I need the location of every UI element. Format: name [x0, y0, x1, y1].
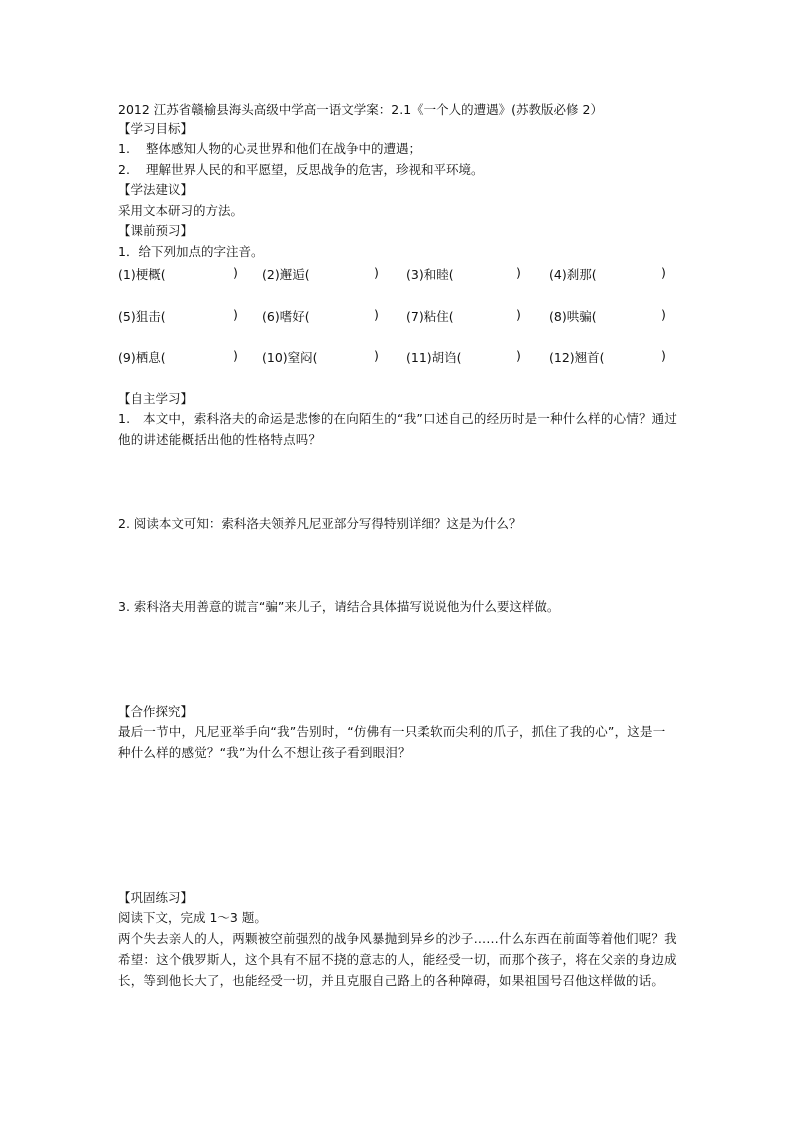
- self-study-heading: 【自主学习】: [118, 391, 194, 406]
- pinyin-item: (10)窒闷( ): [262, 348, 379, 365]
- pinyin-item: (3)和睦( ): [406, 265, 521, 282]
- goal-item: [118, 140, 421, 157]
- practice-instruction: 阅读下文，完成 1～3 题。: [118, 910, 267, 925]
- pinyin-item: (5)狙击( ): [118, 307, 238, 324]
- pinyin-row: [118, 348, 678, 366]
- pinyin-item: (9)栖息( ): [118, 348, 238, 365]
- pinyin-row: [118, 265, 678, 283]
- goals-heading: 【学习目标】: [118, 121, 194, 136]
- preview-instruction: 1．给下列加点的字注音。: [118, 244, 264, 259]
- pinyin-item: (12)翘首( ): [549, 348, 666, 365]
- pinyin-item: (11)胡诌( ): [406, 348, 521, 365]
- practice-passage: 两个失去亲人的人，两颗被空前强烈的战争风暴抛到异乡的沙子……什么东西在前面等着他们呢？我希望：这个俄罗斯人，这个具有不屈不挠的意志的人，能经受一切，而那个孩子，将在父亲的身边成长，等到他长大了，也能经受一切，并且克服自己路上的各种障碍，如果祖国号召他这样做的话。: [118, 931, 677, 988]
- pinyin-item: (4)刹那( ): [549, 265, 666, 282]
- pinyin-row: [118, 307, 678, 325]
- self-study-question-3: 3. 索科洛夫用善意的谎言“骗”来儿子，请结合具体描写说说他为什么要这样做。: [118, 599, 560, 614]
- document-title: 2012 江苏省赣榆县海头高级中学高一语文学案：2.1《一个人的遭遇》(苏教版必修 2）: [118, 102, 603, 117]
- pinyin-item: (8)哄骗( ): [549, 307, 666, 324]
- goal-number: 1.: [118, 141, 130, 156]
- pinyin-item: (7)粘住( ): [406, 307, 521, 324]
- practice-heading: 【巩固练习】: [118, 890, 194, 905]
- method-text: 采用文本研习的方法。: [118, 203, 244, 218]
- pinyin-item: (6)嗜好( ): [262, 307, 379, 324]
- goal-number: 2.: [118, 162, 130, 177]
- goal-text: 整体感知人物的心灵世界和他们在战争中的遭遇；: [146, 141, 422, 156]
- goal-item: [118, 161, 484, 178]
- pinyin-item: (1)梗概( ): [118, 265, 238, 282]
- method-heading: 【学法建议】: [118, 182, 194, 197]
- cooperate-question: 最后一节中，凡尼亚举手向“我”告别时，“仿佛有一只柔软而尖利的爪子，抓住了我的心”，这是一种什么样的感觉？“我”为什么不想让孩子看到眼泪？: [118, 724, 666, 760]
- goal-text: 理解世界人民的和平愿望，反思战争的危害，珍视和平环境。: [146, 162, 484, 177]
- pinyin-item: (2)邂逅( ): [262, 265, 379, 282]
- self-study-question-2: 2. 阅读本文可知：索科洛夫领养凡尼亚部分写得特别详细？这是为什么？: [118, 516, 522, 531]
- self-study-question-1: 1. 本文中，索科洛夫的命运是悲惨的在向陌生的“我”口述自己的经历时是一种什么样的心情？通过他的讲述能概括出他的性格特点吗？: [118, 411, 678, 447]
- preview-heading: 【课前预习】: [118, 223, 194, 238]
- cooperate-heading: 【合作探究】: [118, 704, 194, 719]
